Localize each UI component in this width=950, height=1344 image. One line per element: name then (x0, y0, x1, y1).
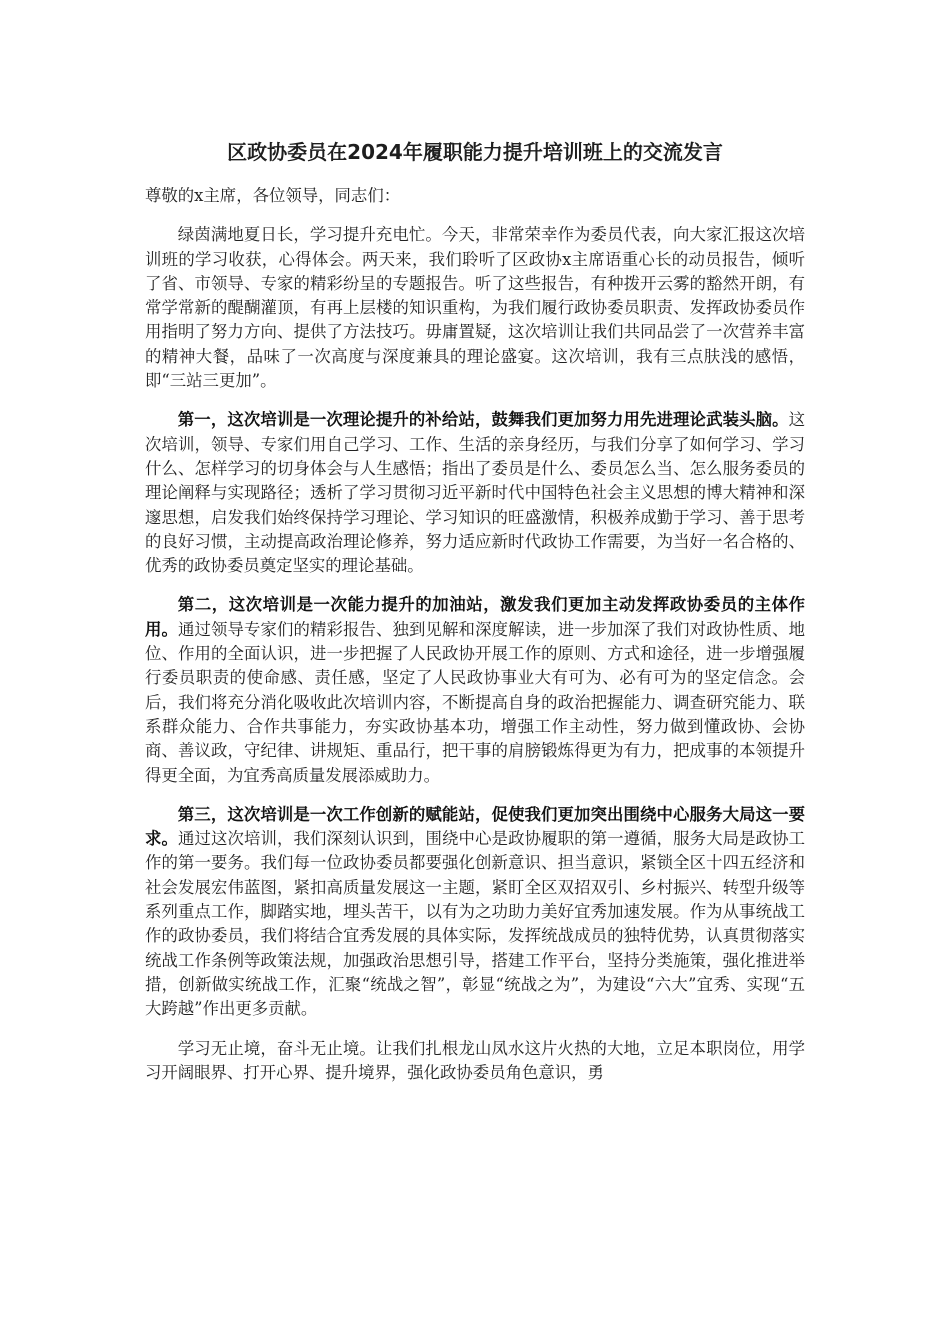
paragraph-point-one (145, 408, 805, 578)
paragraph-point-two-lead: 第二，这次培训是一次能力提升的加油站，激发我们更加主动发挥政协委员的主体作用。 (145, 595, 805, 639)
paragraph-point-three-lead: 第三，这次培训是一次工作创新的赋能站，促使我们更加突出围绕中心服务大局这一要求。 (145, 804, 805, 849)
paragraph-point-three (145, 803, 805, 1022)
document-body (145, 184, 805, 1085)
paragraph-point-three-text: 通过这次培训，我们深刻认识到，围绕中心是政协履职的第一遵循，服务大局是政协工作的第一要务。我们每一位政协委员都要强化创新意识、担当意识，紧锁全区十四五经济和社会发展宏伟蓝图，紧扣高质量发展这一主题，紧盯全区双招双引、乡村振兴、转型升级等系列重点工作，脚踏实地，埋头苦干，以有为之功助力美好宜秀加速发展。作为从事统战工作的政协委员，我们将结合宜秀发展的具体实际，发挥统战成员的独特优势，认真贯彻落实统战工作条例等政策法规，加强政治思想引导，搭建工作平台，坚持分类施策，强化推进举措，创新做实统战工作，汇聚“统战之智”，彰显“统战之为”，为建设“六大”宜秀、实现“五大跨越”作出更多贡献。 (145, 829, 806, 1019)
paragraph-point-one-lead: 第一，这次培训是一次理论提升的补给站，鼓舞我们更加努力用先进理论武装头脑。 (177, 410, 789, 430)
paragraph-point-one-text: 这次培训，领导、专家们用自己学习、工作、生活的亲身经历，与我们分享了如何学习、学习什么、怎样学习的切身体会与人生感悟；指出了委员是什么、委员怎么当、怎么服务委员的理论阐释与实现路径；透析了学习贯彻习近平新时代中国特色社会主义思想的博大精神和深邃思想，启发我们始终保持学习理论、学习知识的旺盛激情，积极养成勤于学习、善于思考的良好习惯，主动提高政治理论修养，努力适应新时代政协工作需要，为当好一名合格的、优秀的政协委员奠定坚实的理论基础。 (145, 410, 805, 576)
paragraph-intro (145, 223, 805, 393)
salutation: 尊敬的x主席，各位领导，同志们： (145, 186, 401, 205)
paragraph-closing (145, 1037, 805, 1086)
paragraph-point-two-text: 通过领导专家们的精彩报告、独到见解和深度解读，进一步加深了我们对政协性质、地位、作用的全面认识，进一步把握了人民政协开展工作的原则、方式和途径，进一步增强履行委员职责的使命感、责任感，坚定了人民政协事业大有可为、必有可为的坚定信念。会后，我们将充分消化吸收此次培训内容，不断提高自身的政治把握能力、调查研究能力、联系群众能力、合作共事能力，夯实政协基本功，增强工作主动性，努力做到懂政协、会协商、善议政，守纪律、讲规矩、重品行，把干事的肩膀锻炼得更为有力，把成事的本领提升得更全面，为宜秀高质量发展添威助力。 (145, 619, 806, 785)
document-title: 区政协委员在2024年履职能力提升培训班上的交流发言 (227, 140, 723, 164)
paragraph-closing-text: 学习无止境，奋斗无止境。让我们扎根龙山凤水这片火热的大地，立足本职岗位，用学习开阔眼界、打开心界、提升境界，强化政协委员角色意识，勇 (145, 1038, 805, 1082)
paragraph-intro-text: 绿茵满地夏日长，学习提升充电忙。今天，非常荣幸作为委员代表，向大家汇报这次培训班的学习收获，心得体会。两天来，我们聆听了区政协x主席语重心长的动员报告，倾听了省、市领导、专家的精彩纷呈的专题报告。听了这些报告，有种拨开云雾的豁然开朗，有常学常新的醍醐灌顶，有再上层楼的知识重构，为我们履行政协委员职责、发挥政协委员作用指明了努力方向、提供了方法技巧。毋庸置疑，这次培训让我们共同品尝了一次营养丰富的精神大餐，品味了一次高度与深度兼具的理论盛宴。这次培训，我有三点肤浅的感悟，即“三站三更加”。 (145, 225, 805, 391)
paragraph-point-two (145, 593, 805, 787)
